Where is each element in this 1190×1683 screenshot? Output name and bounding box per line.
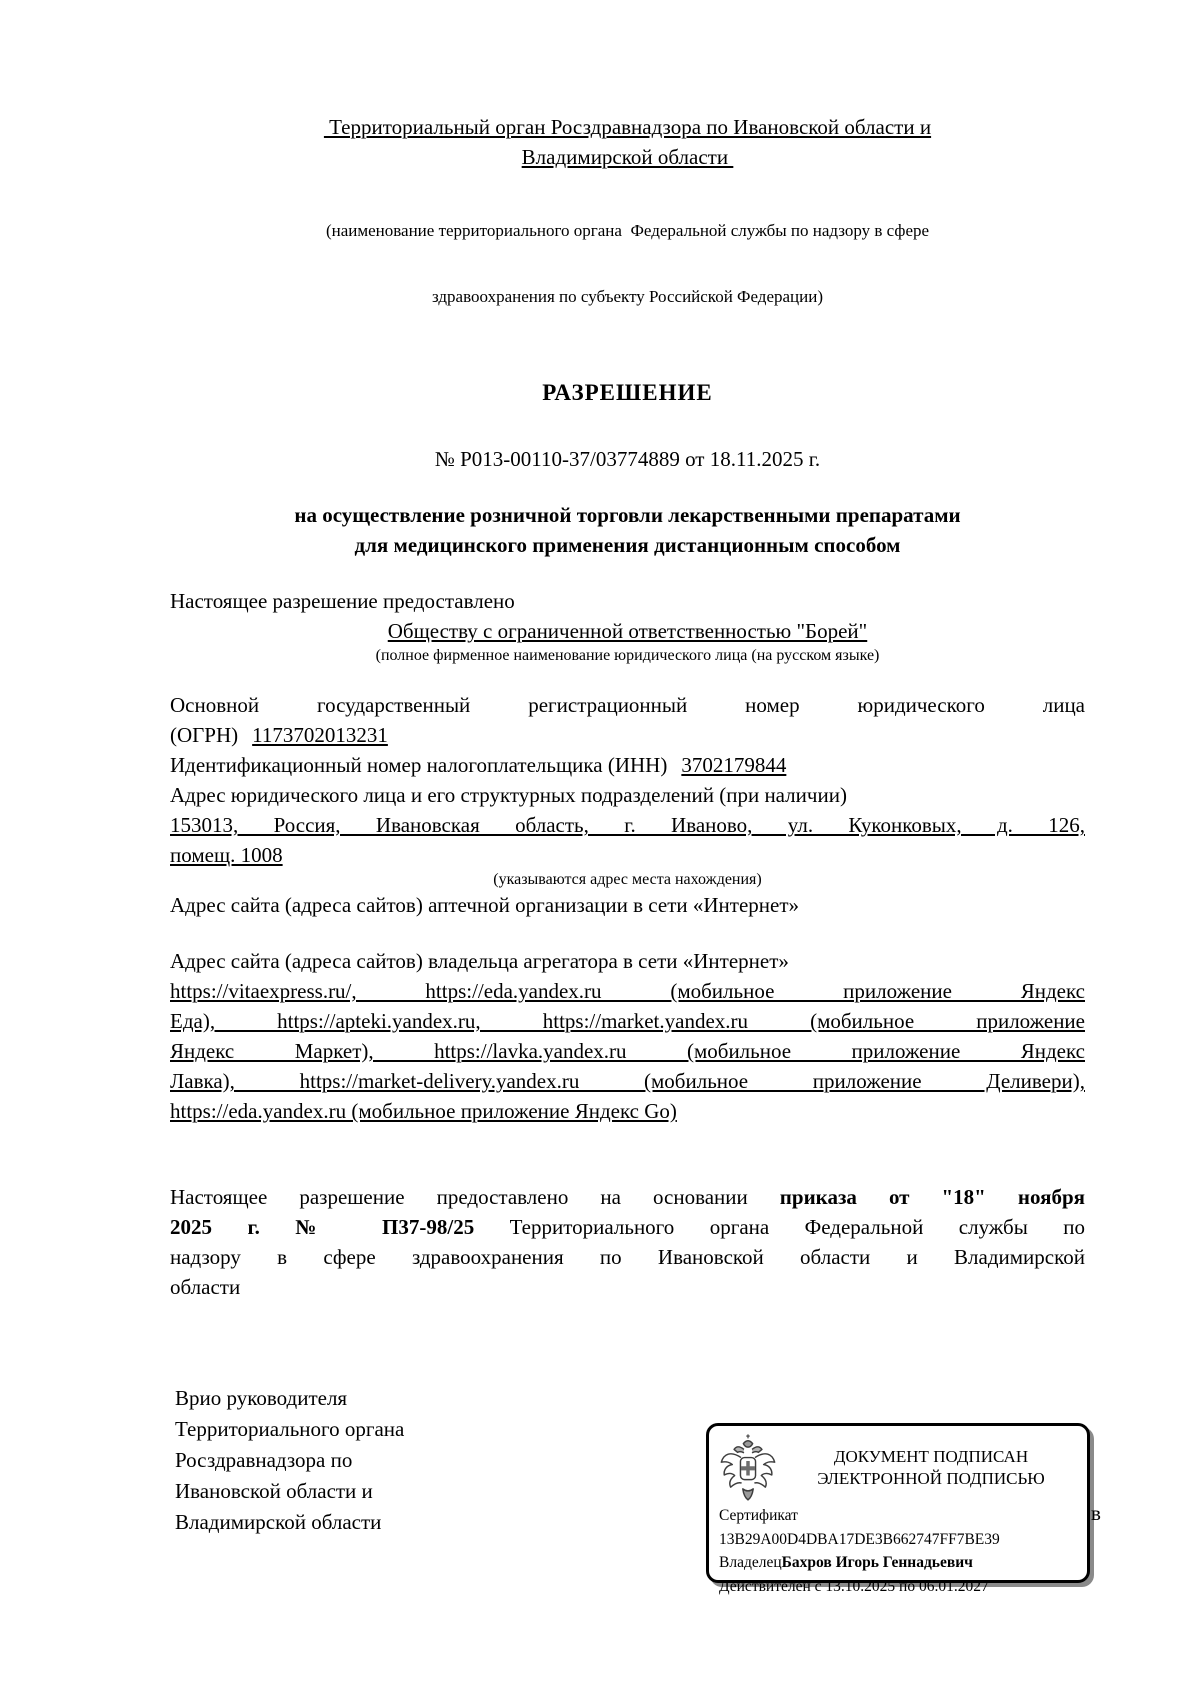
pharmacy-site-label: Адрес сайта (адреса сайтов) аптечной организации в сети «Интернет» <box>170 893 799 917</box>
stray-character: в <box>1091 1501 1101 1525</box>
stamp-title <box>785 1446 1077 1490</box>
basis-line1-normal: Настоящее разрешение предоставлено на основании <box>170 1185 748 1209</box>
aggregator-site-label: Адрес сайта (адреса сайтов) владельца агрегатора в сети «Интернет» <box>170 949 789 973</box>
legal-address-label: Адрес юридического лица и его структурных подразделений (при наличии) <box>170 783 847 807</box>
licensee-org-name: Обществу с ограниченной ответственностью "Борей" <box>387 619 868 643</box>
document-subject <box>170 500 1085 560</box>
electronic-signature-stamp <box>706 1423 1090 1595</box>
issuing-authority-note-line2: здравоохранения по субъекту Российской Федерации) <box>431 287 824 306</box>
basis-line2-normal: Территориального органа Федеральной службы по <box>509 1215 1086 1239</box>
basis-line1-bold: приказа от "18" ноября <box>779 1185 1085 1209</box>
stamp-title-line1: ДОКУМЕНТ ПОДПИСАН <box>833 1447 1029 1466</box>
signatory-line1: Врио руководителя <box>175 1386 348 1410</box>
stamp-header <box>709 1426 1087 1504</box>
issuing-authority-note <box>170 176 1085 352</box>
legal-address-line2: помещ. 1008 <box>170 843 283 867</box>
signatory-line3: Росздравнадзора по <box>175 1448 353 1472</box>
inn-line <box>170 750 1085 780</box>
signatory-line5: Владимирской области <box>175 1510 382 1534</box>
ogrn-label-line: Основной государственный регистрационный номер юридического лица <box>170 693 1085 717</box>
signatory-title-block <box>175 1383 505 1538</box>
basis-line3: надзору в сфере здравоохранения по Ивановской области и Владимирской <box>170 1245 1085 1269</box>
issuing-authority-line1: Территориальный орган Росздравнадзора по Ивановской области и <box>323 115 932 139</box>
document-type-heading: РАЗРЕШЕНИЕ <box>542 380 713 405</box>
basis-line2 <box>170 1212 1085 1242</box>
stamp-owner-line <box>719 1551 1081 1575</box>
inn-label: Идентификационный номер налогоплательщика (ИНН) <box>170 753 668 777</box>
issuing-authority-note-line1: (наименование территориального органа Федеральной службы по надзору в сфере <box>325 221 930 240</box>
aggregator-sites-line1: https://vitaexpress.ru/, https://eda.yandex.ru (мобильное приложение Яндекс <box>170 979 1085 1003</box>
signatory-line2: Территориального органа <box>175 1417 405 1441</box>
document-number: № Р013-00110-37/03774889 от 18.11.2025 г. <box>434 447 821 471</box>
stamp-details <box>709 1504 1087 1604</box>
aggregator-sites-line2: Еда), https://apteki.yandex.ru, https://market.yandex.ru (мобильное приложение <box>170 1009 1085 1033</box>
stamp-certificate-line: Сертификат 13B29A00D4DBA17DE3B662747FF7BE39 <box>719 1507 1000 1548</box>
stamp-owner-value: Бахров Игорь Геннадьевич <box>781 1554 973 1571</box>
ogrn-value-line <box>170 720 1085 750</box>
document-subject-line2: для медицинского применения дистанционным способом <box>354 533 901 557</box>
inn-value: 3702179844 <box>681 753 787 777</box>
ogrn-label: (ОГРН) <box>170 723 239 747</box>
stamp-title-line2: ЭЛЕКТРОННОЙ ПОДПИСЬЮ <box>817 1469 1045 1488</box>
granted-intro: Настоящее разрешение предоставлено <box>170 589 515 613</box>
basis-line2-bold: 2025 г. № П37-98/25 <box>170 1215 475 1239</box>
stamp-validity-line: Действителен с 13.10.2025 по 06.01.2027 <box>719 1577 989 1595</box>
issuing-authority-line2: Владимирской области <box>521 145 734 169</box>
signatory-line4: Ивановской области и <box>175 1479 373 1503</box>
basis-order-paragraph <box>170 1182 1085 1302</box>
aggregator-sites-section <box>170 946 1085 1126</box>
aggregator-sites-line3: Яндекс Маркет), https://lavka.yandex.ru (мобильное приложение Яндекс <box>170 1039 1085 1063</box>
legal-address-note: (указываются адрес места нахождения) <box>493 871 762 888</box>
licensee-org-name-note: (полное фирменное наименование юридического лица (на русском языке) <box>375 647 880 664</box>
aggregator-sites-line5: https://eda.yandex.ru (мобильное приложение Яндекс Go) <box>170 1099 677 1123</box>
registration-details <box>170 690 1085 920</box>
roszdravnadzor-eagle-icon <box>719 1432 777 1504</box>
issuing-authority-title <box>170 112 1085 172</box>
basis-line4: области <box>170 1275 241 1299</box>
stamp-owner-label: Владелец <box>719 1554 782 1571</box>
aggregator-sites-line4: Лавка), https://market-delivery.yandex.ru (мобильное приложение Деливери), <box>170 1069 1085 1093</box>
ogrn-value: 1173702013231 <box>252 723 388 747</box>
legal-address-line1: 153013, Россия, Ивановская область, г. Иваново, ул. Куконковых, д. 126, <box>170 813 1085 837</box>
document-subject-line1: на осуществление розничной торговли лекарственными препаратами <box>294 503 961 527</box>
document-content <box>170 112 1085 1302</box>
basis-line1 <box>170 1182 1085 1212</box>
